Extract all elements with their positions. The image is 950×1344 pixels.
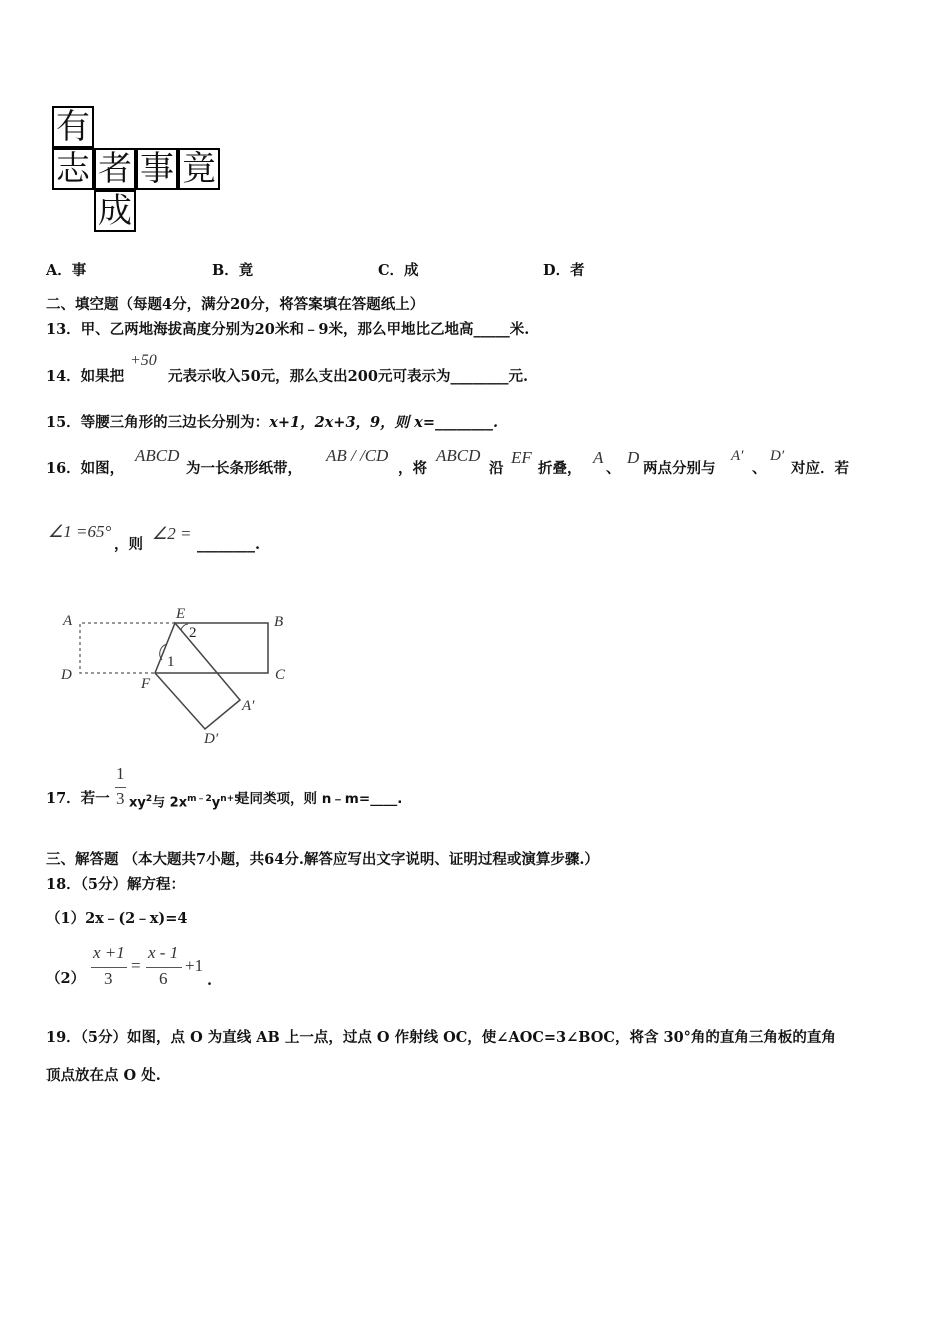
q17-fraction-bar	[115, 787, 126, 788]
net-cell-shi: 事	[136, 148, 178, 190]
option-b: B．竟	[212, 262, 254, 279]
q16-formula-d-prime: D′	[770, 448, 785, 464]
question-18-part-1: （1）2x﹣(2﹣x)=4	[46, 910, 188, 927]
q18-right-denominator: 6	[159, 969, 168, 988]
q16-part-7: 两点分别与	[643, 460, 716, 477]
net-cell-you: 有	[52, 106, 94, 148]
q18-plus-one: +1	[185, 956, 204, 975]
q17-suffix: 是同类项，则 n﹣m=____.	[236, 791, 403, 807]
q18-left-denominator: 3	[104, 969, 113, 988]
q17-fraction-num: 1	[116, 764, 125, 783]
q16-part-5: 折叠，	[538, 460, 582, 477]
label-b: B	[274, 614, 284, 630]
q16-part-9: 对应．若	[791, 460, 849, 477]
label-angle-1: 1	[167, 654, 175, 670]
q16-formula-angle1: ∠1 =65°	[48, 522, 112, 541]
angle-2-arc	[181, 624, 188, 630]
q16-part-1: 16．如图，	[46, 460, 125, 477]
label-a: A	[63, 613, 73, 629]
label-f: F	[141, 676, 151, 692]
label-a-prime: A′	[242, 698, 255, 714]
q18-left-numerator: x +1	[93, 943, 125, 962]
question-14-formula: +50	[130, 352, 157, 369]
question-13: 13．甲、乙两地海拔高度分别为20米和﹣9米，那么甲地比乙地高_____米.	[46, 321, 530, 338]
q16-formula-d: D	[627, 448, 640, 467]
label-d: D	[61, 667, 72, 683]
q18-right-fraction-bar	[146, 967, 182, 968]
label-angle-2: 2	[189, 625, 197, 641]
q16-part-11: ________.	[197, 536, 261, 553]
label-e: E	[176, 606, 186, 622]
section-2-title: 二、填空题（每题4分，满分20分，将答案填在答题纸上）	[46, 296, 425, 313]
q16-part-4: 沿	[489, 460, 504, 477]
q18-period: .	[207, 972, 213, 989]
question-14-prefix: 14．如果把	[46, 368, 125, 385]
q17-expression: $xy^2$与 $2x^{m﹣2}y^{n+5}$	[129, 794, 241, 811]
label-c: C	[275, 667, 286, 683]
question-19-line-2: 顶点放在点 O 处.	[46, 1067, 161, 1084]
folded-flap	[155, 623, 240, 729]
net-cell-zhe: 者	[94, 148, 136, 190]
q16-formula-ef: EF	[511, 448, 532, 467]
q16-formula-parallel: AB / /CD	[326, 446, 389, 465]
question-19-line-1: 19．（5分）如图，点 O 为直线 AB 上一点，过点 O 作射线 OC，使∠AOC=3∠BOC，将含 30°角的直角三角板的直角	[46, 1029, 836, 1046]
q16-part-3: ，将	[398, 460, 427, 477]
dashed-strip-outline	[80, 623, 175, 673]
q16-part-6: 、	[606, 460, 621, 477]
net-cell-jing: 竟	[178, 148, 220, 190]
q16-formula-a: A	[593, 448, 604, 467]
question-15: 15．等腰三角形的三边长分别为：x+1，2x+3，9，则 x=________.	[46, 414, 499, 431]
option-d: D．者	[543, 262, 585, 279]
section-3-title: 三、解答题 （本大题共7小题，共64分.解答应写出文字说明、证明过程或演算步骤.）	[46, 851, 599, 868]
q18-left-fraction-bar	[91, 967, 127, 968]
option-c: C．成	[378, 262, 419, 279]
q16-formula-angle2: ∠2 =	[152, 524, 192, 543]
q17-fraction-den: 3	[116, 789, 125, 808]
q18-equals: =	[131, 956, 141, 975]
question-18-title: 18．（5分）解方程：	[46, 876, 186, 893]
option-a: A．事	[46, 262, 87, 279]
net-cell-zhi: 志	[52, 148, 94, 190]
folded-strip-figure	[55, 600, 305, 755]
label-d-prime: D′	[204, 731, 219, 747]
question-14-suffix: 元表示收入50元，那么支出200元可表示为________元.	[168, 368, 528, 385]
net-cell-cheng: 成	[94, 190, 136, 232]
q17-prefix: 17．若一	[46, 790, 110, 807]
q16-part-8: 、	[752, 460, 767, 477]
q16-formula-abcd-2: ABCD	[436, 446, 481, 465]
q16-part-10: ，则	[114, 536, 143, 553]
q18-right-numerator: x - 1	[148, 943, 179, 962]
q16-formula-a-prime: A′	[731, 448, 744, 464]
q18-part-2-label: （2）	[46, 970, 86, 987]
q16-formula-abcd: ABCD	[135, 446, 180, 465]
q16-part-2: 为一长条形纸带，	[186, 460, 302, 477]
